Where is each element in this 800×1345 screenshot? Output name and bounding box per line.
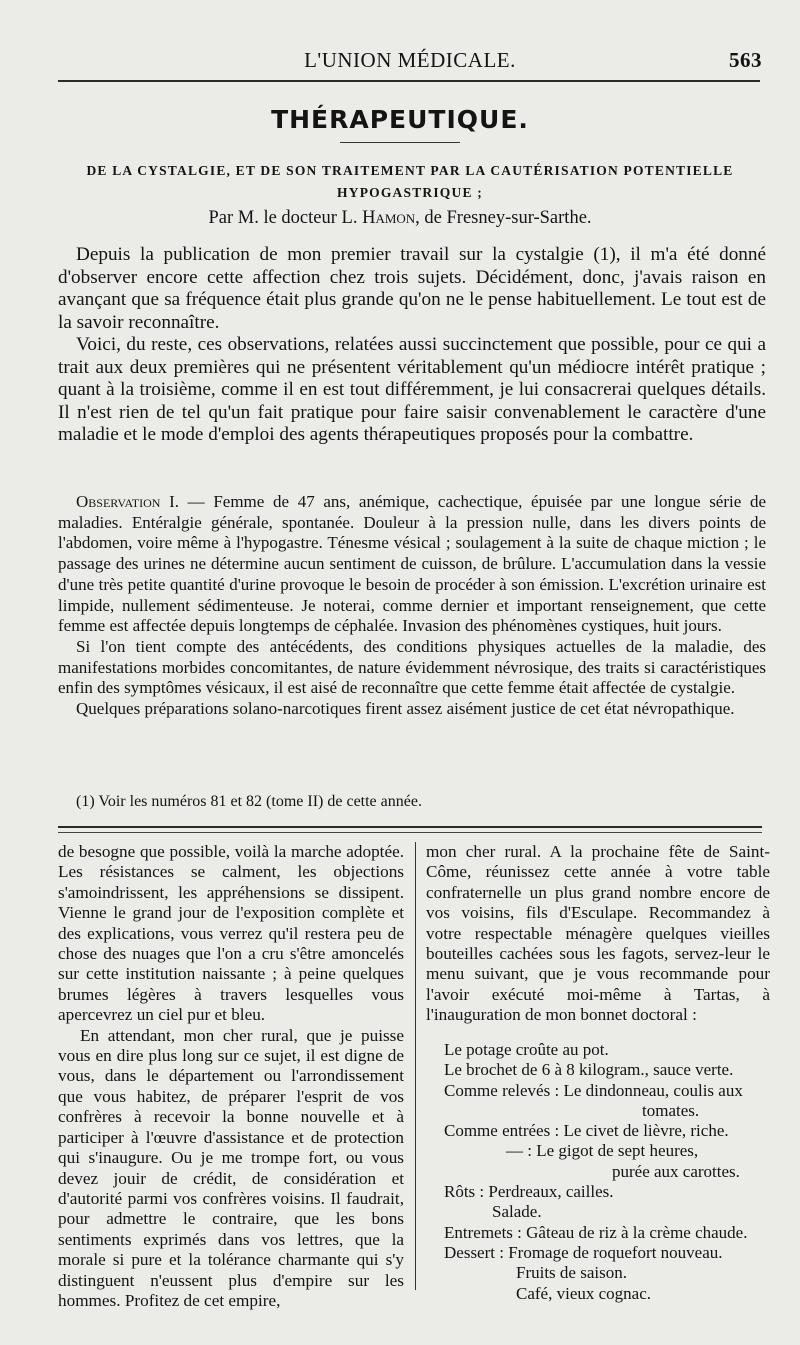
menu-line: Comme relevés : Le dindonneau, coulis aux bbox=[444, 1080, 743, 1100]
intro-paragraph: Depuis la publication de mon premier travail sur la cystalgie (1), il m'a été donné d'observer encore cette affection chez trois sujets. Décidément, donc, j'avais raison en avançant que sa fréquence était plus grande qu'on ne le pense habituellement. Le tout est de la savoir reconnaître. bbox=[58, 244, 766, 333]
column-divider bbox=[415, 842, 416, 1290]
menu-line: — : Le gigot de sept heures, bbox=[506, 1141, 699, 1161]
intro-paragraph: Voici, du reste, ces observations, relatées aussi succinctement que possible, pour ce qui a trait aux deux premières qui ne présentent véritablement qu'un médiocre intérêt pratique ; quant à la troisième, comme il en est tout différemment, je lui consacrerai quelques détails. Il n'est rien de tel qu'un fait pratique pour faire saisir convenablement le caractère d'une maladie et le mode d'emploi des agents thérapeutiques proposés pour la combattre. bbox=[58, 334, 766, 445]
dinner-menu bbox=[444, 1040, 774, 1304]
feuilleton-paragraph: de besogne que possible, voilà la marche adoptée. Les résistances se calment, les objections s'amoindrissent, les appréhensions se dissipent. Vienne le grand jour de l'exposition complète et des explications, vous verrez qu'il restera peu de chose des nuages que l'on a cru s'être amoncelés sur cette institution naissante ; à peine quelques brumes légères à travers lesquelles vous apercevrez un ciel pur et bleu. bbox=[58, 842, 404, 1025]
section-rule bbox=[340, 142, 460, 143]
journal-title: L'UNION MÉDICALE. bbox=[304, 48, 516, 72]
menu-line: Le potage croûte au pot. bbox=[444, 1040, 609, 1059]
article-title: DE LA CYSTALGIE, ET DE SON TRAITEMENT PAR LA CAUTÉRISATION POTENTIELLE HYPOGASTRIQUE ; bbox=[86, 163, 734, 200]
menu-line: tomates. bbox=[642, 1100, 700, 1120]
footnote: (1) Voir les numéros 81 et 82 (tome II) de cette année. bbox=[76, 793, 422, 810]
menu-line: Le brochet de 6 à 8 kilogram., sauce verte. bbox=[444, 1060, 734, 1080]
feuilleton-paragraph: En attendant, mon cher rural, que je puisse vous en dire plus long sur ce sujet, il est digne de vous, dans le département ou l'arrondissement que vous habitez, de préparer l'esprit de vos confrères à recevoir la bonne nouvelle et à participer à l'œuvre d'assistance et de protection qui s'inaugure. Ou je me trompe fort, ou vous devez jouir de crédit, de considération et d'autorité parmi vos confrères voisins. Il faudrait, pour admettre le contraire, que les bons sentiments exprimés dans vos lettres, que la morale si pure et la tolérance charmante qui s'y distinguent n'eussent plus d'empire sur les hommes. Profitez de cet empire, bbox=[58, 1025, 404, 1310]
observation-paragraph: Quelques préparations solano-narcotiques firent assez aisément justice de cet état névropathique. bbox=[76, 699, 735, 719]
observation-block bbox=[58, 492, 766, 720]
byline-suffix: , de Fresney-sur-Sarthe. bbox=[415, 208, 592, 228]
observation-paragraph: Si l'on tient compte des antécédents, des conditions physiques actuelles de la maladie, des manifestations morbides concomitantes, de nature évidemment névrosique, des traits si caractéristiques enfin des symptômes vésicaux, il est aisé de reconnaître que cette femme était affectée de cystalgie. bbox=[58, 636, 766, 698]
menu-line: purée aux carottes. bbox=[612, 1161, 740, 1181]
menu-line: Entremets : Gâteau de riz à la crème chaude. bbox=[444, 1222, 748, 1242]
menu-line: Dessert : Fromage de roquefort nouveau. bbox=[444, 1242, 723, 1262]
feuilleton-rule-thin bbox=[58, 832, 762, 833]
observation-label: Observation I. bbox=[76, 492, 180, 511]
menu-line: Comme entrées : Le civet de lièvre, riche. bbox=[444, 1121, 729, 1141]
header-rule bbox=[58, 80, 760, 82]
menu-line: Rôts : Perdreaux, cailles. bbox=[444, 1182, 614, 1202]
menu-line: Fruits de saison. bbox=[516, 1263, 627, 1283]
menu-line: Café, vieux cognac. bbox=[516, 1283, 651, 1303]
feuilleton-rule bbox=[58, 826, 762, 828]
running-head bbox=[58, 48, 762, 78]
byline-prefix: Par M. le docteur L. bbox=[208, 208, 363, 228]
feuilleton-left-column bbox=[58, 842, 404, 1311]
feuilleton-right-column bbox=[426, 842, 770, 1026]
section-title: THÉRAPEUTIQUE. bbox=[271, 105, 529, 134]
feuilleton-paragraph: mon cher rural. A la prochaine fête de Saint-Côme, réunissez cette année à votre table confraternelle un plus grand nombre encore de vos voisins, fils d'Esculape. Recommandez à votre respectable ménagère quelques vieilles bouteilles cachées sous les fagots, servez-leur le menu suivant, que je vous recommande pour l'avoir exécuté moi-même à Tartas, à l'inauguration de mon bonnet doctoral : bbox=[426, 842, 770, 1025]
menu-line: Salade. bbox=[492, 1202, 542, 1222]
byline bbox=[0, 208, 800, 229]
observation-text: — Femme de 47 ans, anémique, cachectique, épuisée par une longue série de maladies. Entéralgie générale, spontanée. Douleur à la pression nulle, dans les divers points de l'abdomen, voire même à l'hypogastre. Ténesme vésical ; soulagement à la suite de chaque miction ; le passage des urines ne détermine aucun sentiment de cuisson, de brûlure. L'accumulation dans la vessie d'une très petite quantité d'urine provoque le besoin de procéder à son émission. L'excrétion urinaire est limpide, nullement sédimenteuse. Je noterai, comme dernier et important renseignement, que cette femme est affectée depuis longtemps de céphalée. Invasion des phénomènes cystiques, huit jours. bbox=[58, 492, 766, 636]
observation-paragraph bbox=[58, 492, 766, 637]
article-intro bbox=[58, 244, 766, 447]
page-number: 563 bbox=[729, 48, 762, 72]
byline-author: Hamon bbox=[362, 208, 416, 228]
